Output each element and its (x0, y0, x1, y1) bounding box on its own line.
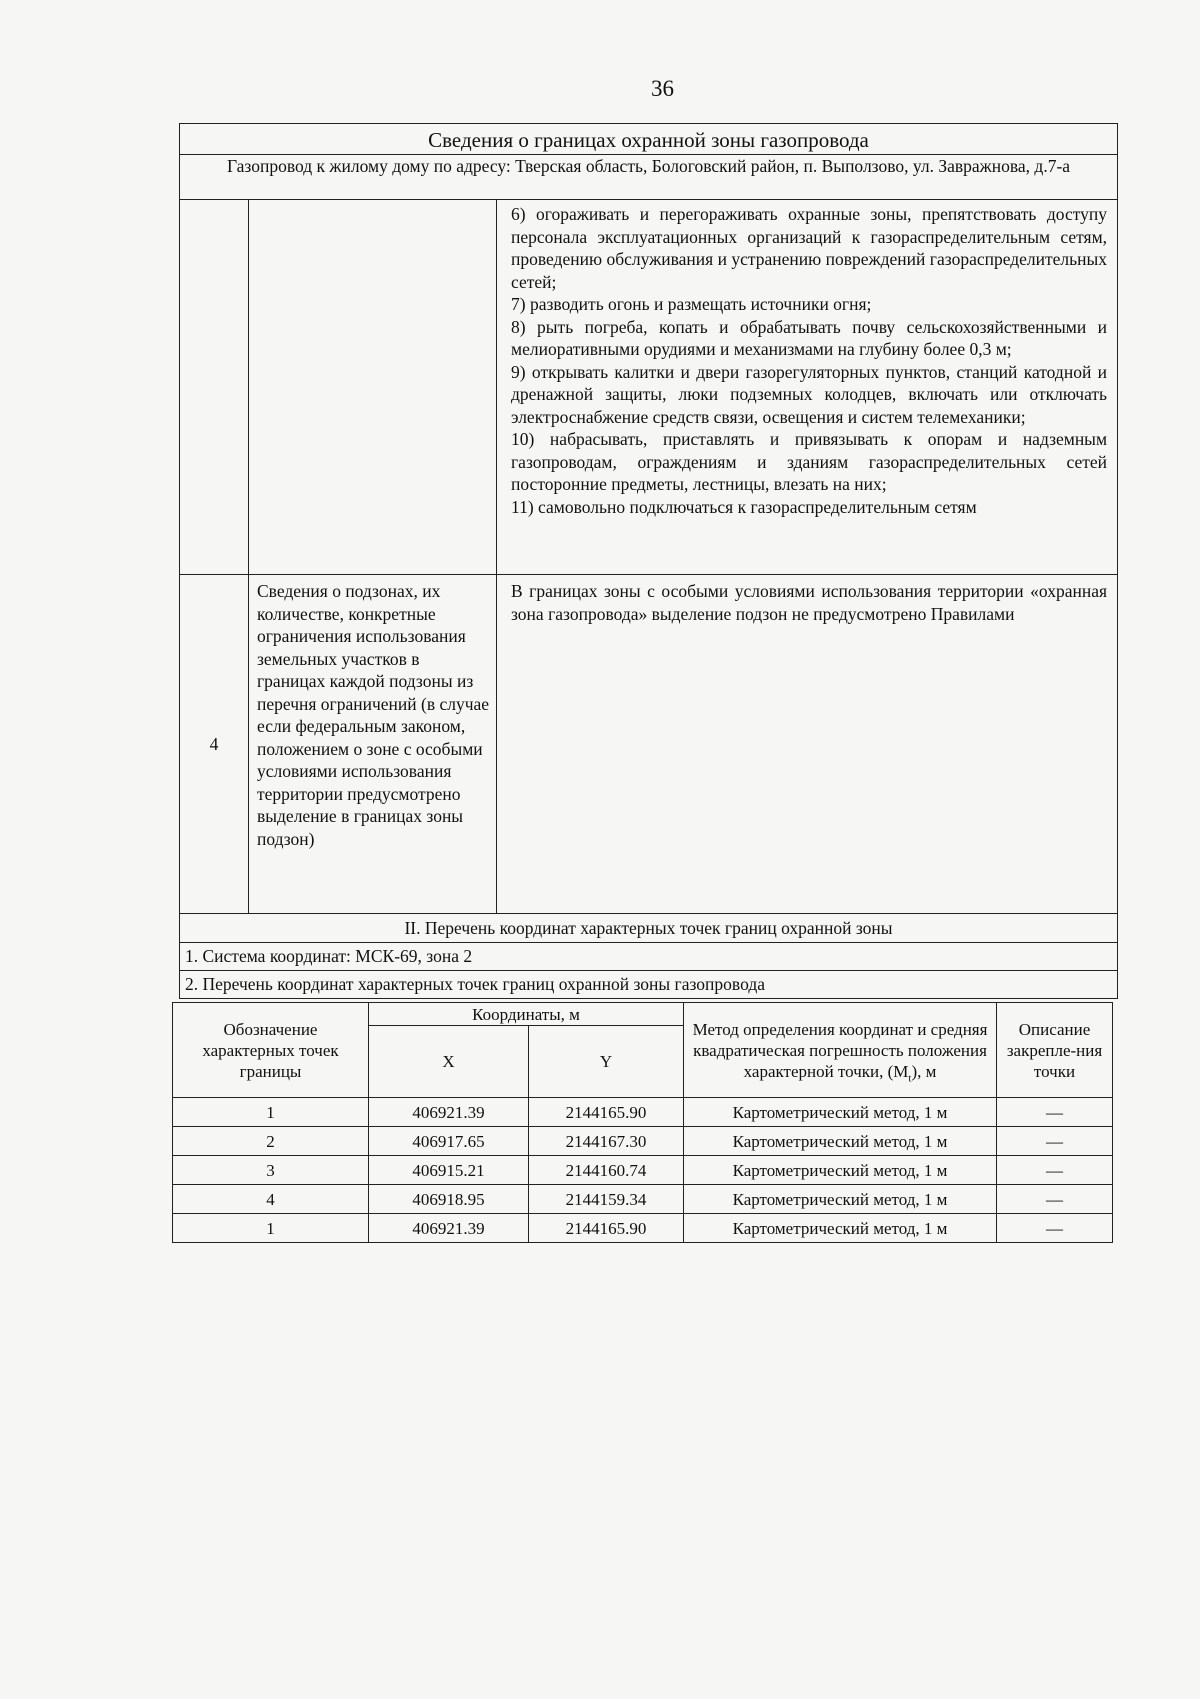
header-y: Y (529, 1026, 684, 1098)
header-method (684, 1003, 997, 1098)
header-method-subscript: t (908, 1071, 912, 1084)
coord-list-title-row (180, 971, 1118, 999)
zone-info-table (179, 123, 1118, 999)
section-heading: II. Перечень координат характерных точек границ охранной зоны (180, 914, 1118, 943)
coordinate-y: 2144159.34 (529, 1185, 684, 1214)
method: Картометрический метод, 1 м (684, 1156, 997, 1185)
coordinate-list-title: 2. Перечень координат характерных точек границ охранной зоны газопровода (180, 971, 1118, 999)
point-description: — (997, 1098, 1113, 1127)
coordinate-x: 406917.65 (369, 1127, 529, 1156)
coordinates-table (172, 1002, 1113, 1243)
empty-number-cell (180, 200, 249, 575)
point-designation: 4 (173, 1185, 369, 1214)
header-method-text: Метод определения координат и средняя квадратическая погрешность положения характерной точки, (M (692, 1019, 988, 1081)
point-designation: 2 (173, 1127, 369, 1156)
coordinate-x: 406918.95 (369, 1185, 529, 1214)
header-coordinates: Координаты, м (369, 1003, 684, 1026)
point-designation: 3 (173, 1156, 369, 1185)
table-row (173, 1156, 1113, 1185)
table-row (173, 1185, 1113, 1214)
page-number: 36 (651, 76, 674, 101)
restriction-item: 8) рыть погреба, копать и обрабатывать почву сельскохозяйственными и мелиоративными орудиями и механизмами на глубину более 0,3 м; (511, 316, 1108, 359)
row-number: 4 (180, 575, 249, 914)
restrictions-list (497, 200, 1118, 575)
restriction-item: 6) огораживать и перегораживать охранные зоны, препятствовать доступу персонала эксплуатационных организаций к газораспределительным сетям, проведению обслуживания и устранению повреждений газораспределительных сетей; (511, 204, 1108, 292)
coordinate-x: 406921.39 (369, 1098, 529, 1127)
subzone-text: В границах зоны с особыми условиями использования территории «охранная зона газопровода» выделение подзон не предусмотрено Правилами (497, 575, 1118, 914)
coordinate-system: 1. Система координат: МСК-69, зона 2 (180, 943, 1118, 971)
method: Картометрический метод, 1 м (684, 1098, 997, 1127)
restriction-item: 9) открывать калитки и двери газорегуляторных пунктов, станций катодной и дренажной защиты, люки подземных колодцев, включать или отключать электроснабжение средств связи, освещения и систем телемеханики; (511, 361, 1108, 427)
subzone-row (180, 575, 1118, 914)
title-row (180, 124, 1118, 155)
point-description: — (997, 1214, 1113, 1243)
coordinate-y: 2144165.90 (529, 1214, 684, 1243)
point-designation: 1 (173, 1214, 369, 1243)
section2-row (180, 914, 1118, 943)
header-x: X (369, 1026, 529, 1098)
gas-pipeline-address: Газопровод к жилому дому по адресу: Тверская область, Бологовский район, п. Выползово, ул. Завражнова, д.7-а (180, 155, 1118, 200)
table-row (173, 1127, 1113, 1156)
header-designation: Обозначение характерных точек границы (173, 1003, 369, 1098)
point-designation: 1 (173, 1098, 369, 1127)
method: Картометрический метод, 1 м (684, 1127, 997, 1156)
coordinate-y: 2144160.74 (529, 1156, 684, 1185)
header-description: Описание закрепле-ния точки (997, 1003, 1113, 1098)
coordinate-y: 2144165.90 (529, 1098, 684, 1127)
table-title: Сведения о границах охранной зоны газопровода (180, 124, 1118, 155)
restriction-item: 11) самовольно подключаться к газораспределительным сетям (511, 496, 977, 517)
point-description: — (997, 1127, 1113, 1156)
restrictions-row (180, 200, 1118, 575)
table-row (173, 1214, 1113, 1243)
coordinate-x: 406915.21 (369, 1156, 529, 1185)
method: Картометрический метод, 1 м (684, 1185, 997, 1214)
coord-system-row (180, 943, 1118, 971)
header-method-unit: ), м (911, 1061, 937, 1081)
empty-label-cell (249, 200, 497, 575)
coordinate-y: 2144167.30 (529, 1127, 684, 1156)
coords-header-row (173, 1003, 1113, 1026)
subzone-label: Сведения о подзонах, их количестве, конкретные ограничения использования земельных участков в границах каждой подзоны из перечня ограничений (в случае если федеральным законом, положением о зоне с особыми условиями использования территории предусмотрено выделение в границах зоны подзон) (249, 575, 497, 914)
point-description: — (997, 1156, 1113, 1185)
table-row (173, 1098, 1113, 1127)
coordinate-x: 406921.39 (369, 1214, 529, 1243)
address-row (180, 155, 1118, 200)
restriction-item: 7) разводить огонь и размещать источники огня; (511, 294, 872, 314)
method: Картометрический метод, 1 м (684, 1214, 997, 1243)
point-description: — (997, 1185, 1113, 1214)
restriction-item: 10) набрасывать, приставлять и привязывать к опорам и надземным газопроводам, ограждениям и зданиям газораспределительных сетей посторонние предметы, лестницы, влезать на них; (511, 429, 1108, 494)
